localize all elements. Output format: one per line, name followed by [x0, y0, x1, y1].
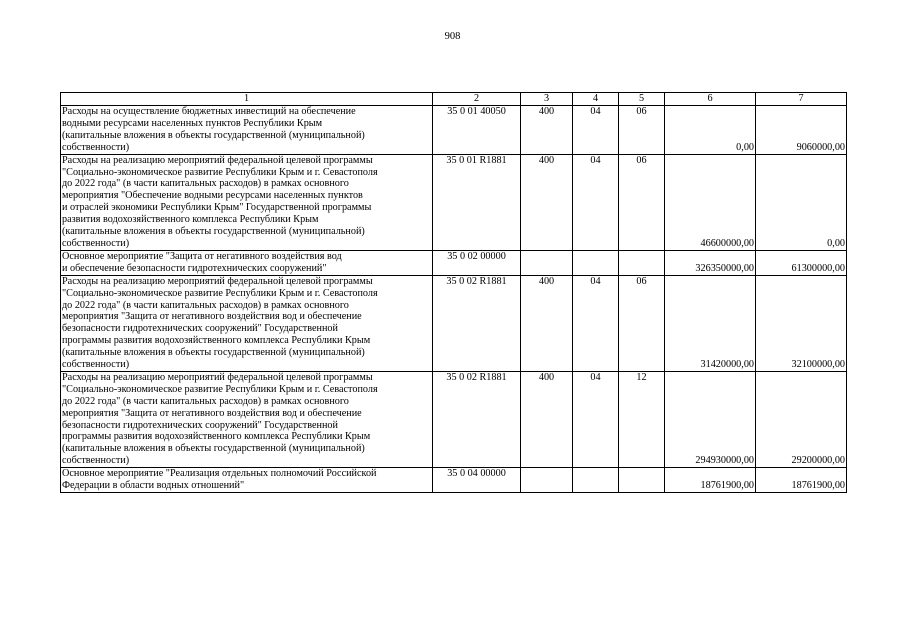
amount-column-6: 18761900,00	[665, 468, 756, 493]
description-line: безопасности гидротехнических сооружений" Государственной	[62, 419, 338, 431]
description-line: собственности)	[62, 359, 130, 371]
row-description	[61, 275, 433, 371]
description-line: до 2022 года" (в части капитальных расходов) в рамках основного	[62, 299, 349, 311]
amount-column-7: 29200000,00	[756, 371, 847, 467]
header-cell-3: 3	[521, 93, 573, 106]
budget-classification-code: 35 0 02 00000	[433, 250, 521, 275]
expense-type-code: 400	[521, 371, 573, 467]
description-line: и обеспечение безопасности гидротехнических сооружений"	[62, 262, 327, 274]
header-cell-1: 1	[61, 93, 433, 106]
subsection-code: 06	[619, 275, 665, 371]
budget-table	[60, 92, 847, 493]
budget-classification-code: 35 0 01 40050	[433, 106, 521, 155]
budget-classification-code: 35 0 02 R1881	[433, 371, 521, 467]
row-description	[61, 154, 433, 250]
description-line: (капитальные вложения в объекты государственной (муниципальной)	[62, 129, 365, 141]
row-description	[61, 106, 433, 155]
description-line: Расходы на реализацию мероприятий федеральной целевой программы	[62, 371, 373, 383]
header-cell-7: 7	[756, 93, 847, 106]
table-header-row	[61, 93, 847, 106]
description-line: (капитальные вложения в объекты государственной (муниципальной)	[62, 347, 365, 359]
budget-classification-code: 35 0 04 00000	[433, 468, 521, 493]
budget-classification-code: 35 0 01 R1881	[433, 154, 521, 250]
description-line: "Социально-экономическое развитие Республики Крым и г. Севастополя	[62, 383, 378, 395]
expense-type-code: 400	[521, 275, 573, 371]
subsection-code	[619, 468, 665, 493]
amount-column-6: 0,00	[665, 106, 756, 155]
description-line: Расходы на реализацию мероприятий федеральной целевой программы	[62, 154, 373, 166]
expense-type-code: 400	[521, 154, 573, 250]
section-code	[573, 468, 619, 493]
amount-column-6: 46600000,00	[665, 154, 756, 250]
description-line: "Социально-экономическое развитие Республики Крым и г. Севастополя	[62, 166, 378, 178]
table-row	[61, 371, 847, 467]
amount-column-7: 18761900,00	[756, 468, 847, 493]
description-line: собственности)	[62, 455, 130, 467]
subsection-code: 12	[619, 371, 665, 467]
description-line: собственности)	[62, 141, 130, 153]
description-line: до 2022 года" (в части капитальных расходов) в рамках основного	[62, 178, 349, 190]
header-cell-6: 6	[665, 93, 756, 106]
section-code: 04	[573, 106, 619, 155]
header-cell-4: 4	[573, 93, 619, 106]
budget-classification-code: 35 0 02 R1881	[433, 275, 521, 371]
header-cell-2: 2	[433, 93, 521, 106]
amount-column-7: 0,00	[756, 154, 847, 250]
header-cell-5: 5	[619, 93, 665, 106]
row-description	[61, 250, 433, 275]
section-code	[573, 250, 619, 275]
description-line: (капитальные вложения в объекты государственной (муниципальной)	[62, 226, 365, 238]
subsection-code	[619, 250, 665, 275]
amount-column-6: 31420000,00	[665, 275, 756, 371]
description-line: собственности)	[62, 237, 130, 249]
description-line: развития водохозяйственного комплекса Республики Крым	[62, 214, 319, 226]
amount-column-7: 32100000,00	[756, 275, 847, 371]
description-line: Основное мероприятие "Защита от негативного воздействия вод	[62, 250, 342, 262]
description-line: мероприятия "Защита от негативного воздействия вод и обеспечение	[62, 407, 362, 419]
description-line: программы развития водохозяйственного комплекса Республики Крым	[62, 431, 371, 443]
description-line: мероприятия "Защита от негативного воздействия вод и обеспечение	[62, 311, 362, 323]
row-description	[61, 371, 433, 467]
subsection-code: 06	[619, 154, 665, 250]
description-line: безопасности гидротехнических сооружений" Государственной	[62, 323, 338, 335]
row-description	[61, 468, 433, 493]
table-row	[61, 106, 847, 155]
description-line: мероприятия "Обеспечение водными ресурсами населенных пунктов	[62, 190, 363, 202]
description-line: "Социально-экономическое развитие Республики Крым и г. Севастополя	[62, 287, 378, 299]
description-line: и отраслей экономики Республики Крым" Государственной программы	[62, 202, 372, 214]
description-line: до 2022 года" (в части капитальных расходов) в рамках основного	[62, 395, 349, 407]
amount-column-7: 61300000,00	[756, 250, 847, 275]
table-row	[61, 154, 847, 250]
description-line: Расходы на реализацию мероприятий федеральной целевой программы	[62, 275, 373, 287]
amount-column-6: 294930000,00	[665, 371, 756, 467]
page-number: 908	[444, 31, 461, 42]
subsection-code: 06	[619, 106, 665, 155]
expense-type-code	[521, 250, 573, 275]
expense-type-code: 400	[521, 106, 573, 155]
description-line: программы развития водохозяйственного комплекса Республики Крым	[62, 335, 371, 347]
amount-column-6: 326350000,00	[665, 250, 756, 275]
description-line: Расходы на осуществление бюджетных инвестиций на обеспечение	[62, 106, 356, 117]
expense-type-code	[521, 468, 573, 493]
section-code: 04	[573, 371, 619, 467]
description-line: Основное мероприятие "Реализация отдельных полномочий Российской	[62, 468, 377, 480]
table-row	[61, 250, 847, 275]
description-line: водными ресурсами населенных пунктов Республики Крым	[62, 117, 323, 129]
description-line: Федерации в области водных отношений"	[62, 480, 245, 492]
table-row	[61, 468, 847, 493]
section-code: 04	[573, 275, 619, 371]
description-line: (капитальные вложения в объекты государственной (муниципальной)	[62, 443, 365, 455]
amount-column-7: 9060000,00	[756, 106, 847, 155]
section-code: 04	[573, 154, 619, 250]
table-row	[61, 275, 847, 371]
